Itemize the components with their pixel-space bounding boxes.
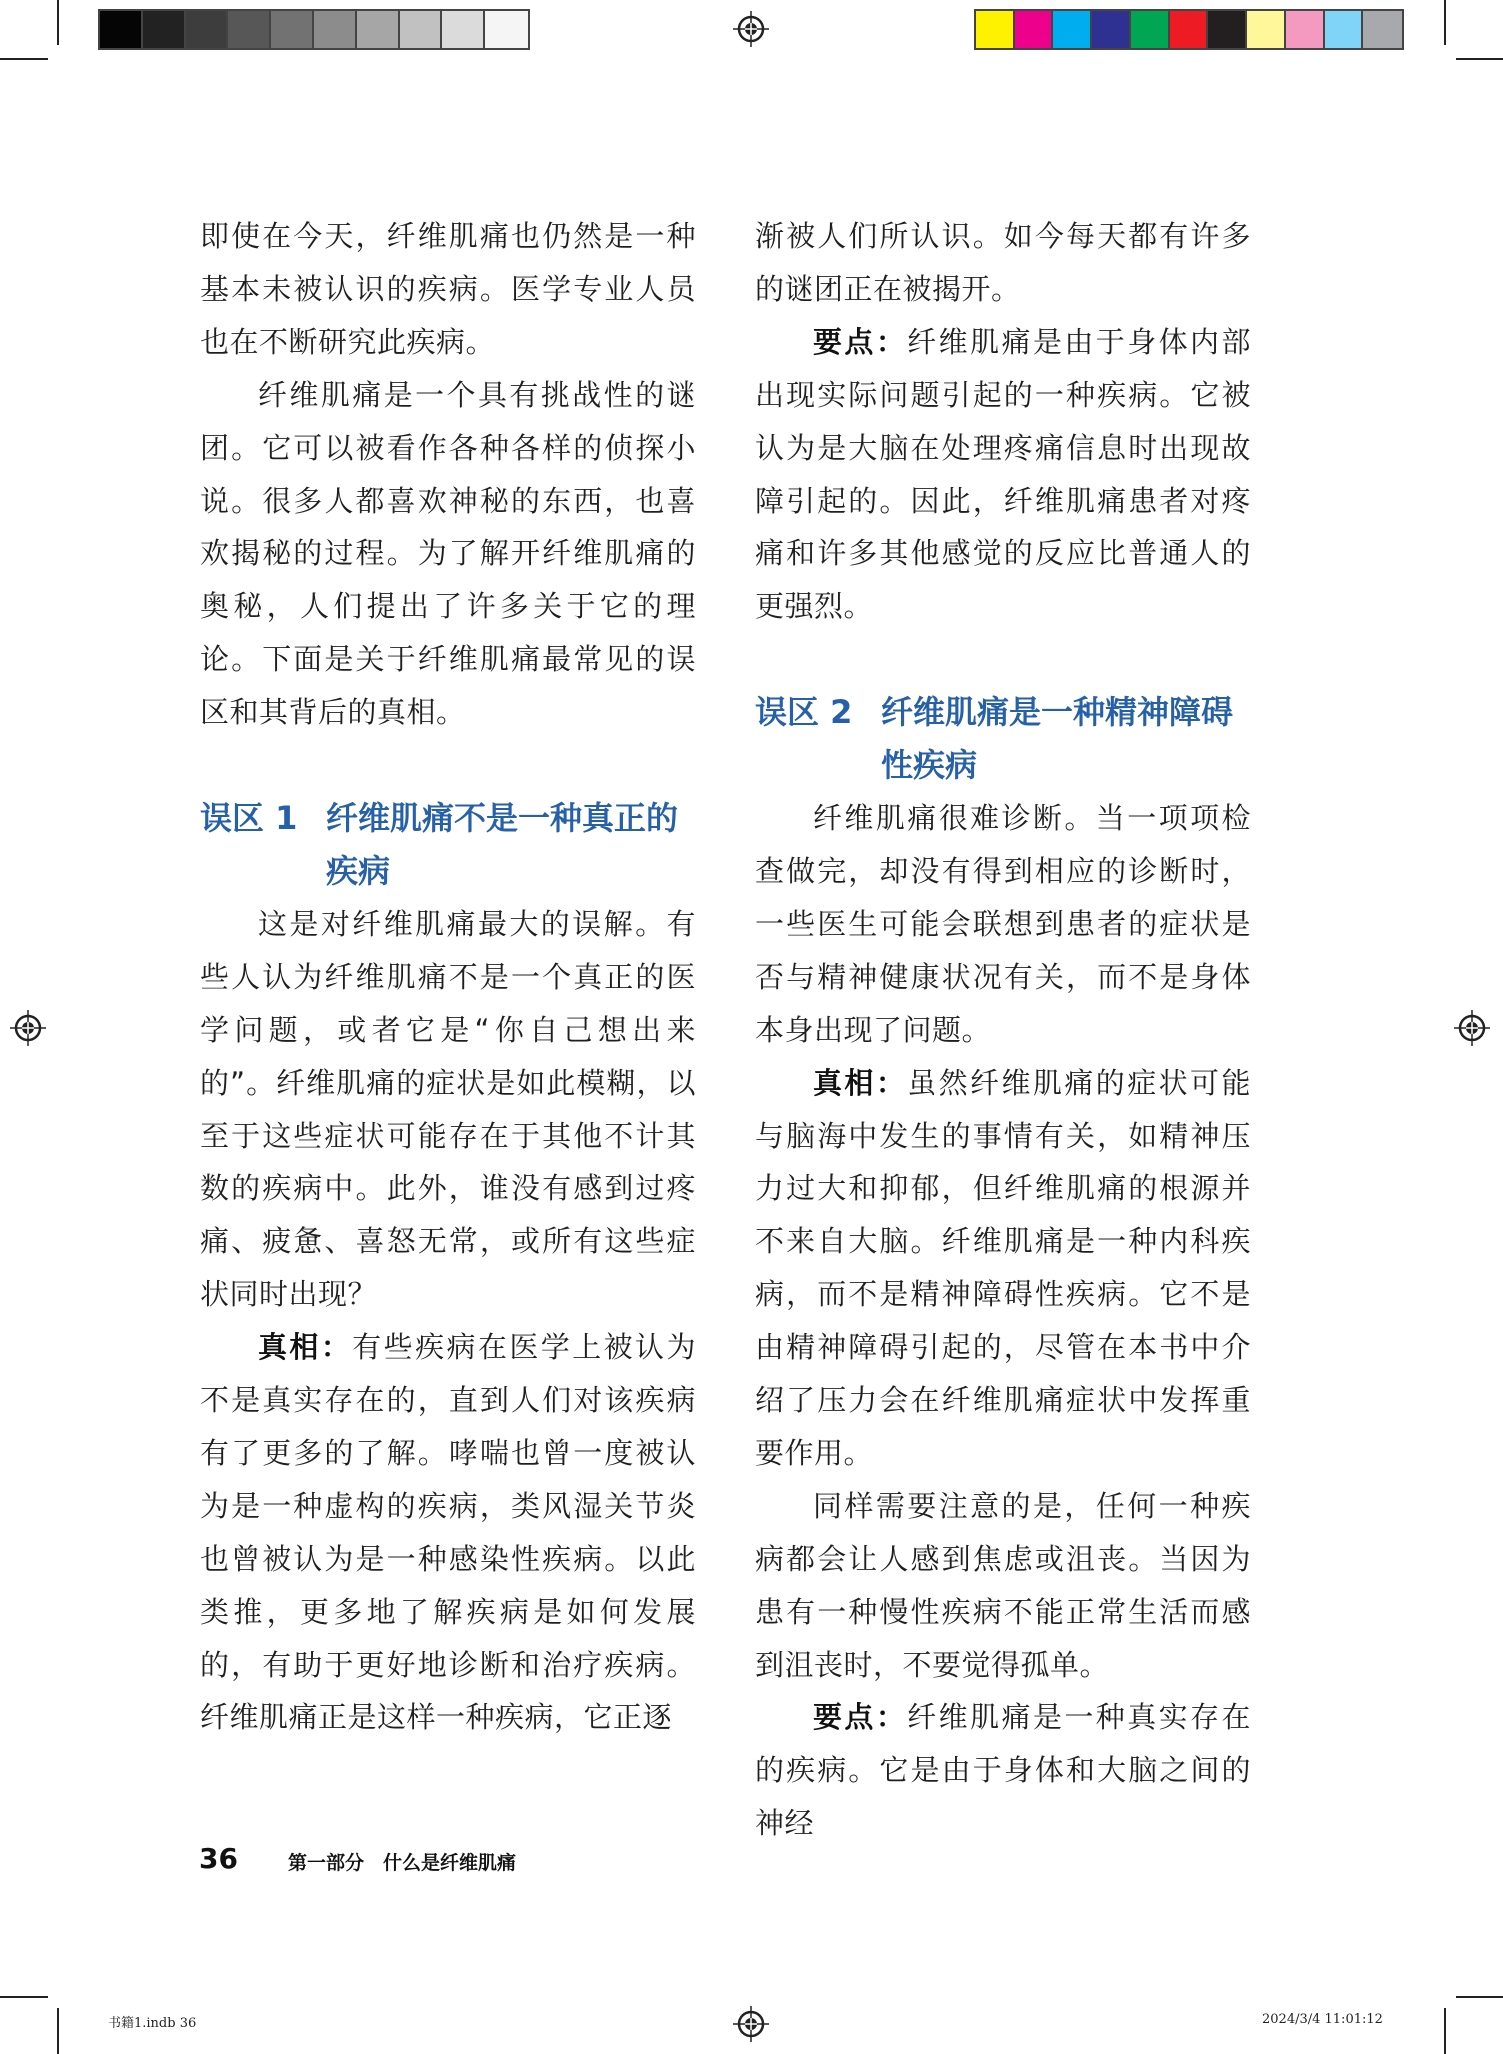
heading-title: 纤维肌痛不是一种真正的疾病	[326, 799, 679, 890]
color-swatch	[485, 11, 528, 48]
running-head: 第一部分 什么是纤维肌痛	[288, 1852, 517, 1874]
color-swatch	[1247, 11, 1286, 48]
paragraph-text: 有些疾病在医学上被认为不是真实存在的，直到人们对该疾病有了更多的了解。哮喘也曾一度被认为是一种虚构的疾病，类风湿关节炎也曾被认为是一种感染性疾病。以此类推，更多地了解疾病是如何发展的，有助于更好地诊断和治疗疾病。纤维肌痛正是这样一种疾病，它正逐	[200, 1330, 696, 1735]
paragraph	[755, 1691, 1251, 1850]
paragraph	[200, 1321, 696, 1744]
heading-number: 误区 1	[200, 799, 298, 838]
color-swatch	[1170, 11, 1209, 48]
gray-scale-bar	[98, 9, 530, 50]
color-swatch	[1015, 11, 1054, 48]
crop-mark	[1456, 58, 1503, 60]
paragraph-text: 纤维肌痛是一种真实存在的疾病。它是由于身体和大脑之间的神经	[755, 1700, 1251, 1841]
paragraph	[755, 1057, 1251, 1480]
color-swatch	[186, 11, 229, 48]
color-swatch	[357, 11, 400, 48]
keyword-label: 要点：	[813, 1700, 908, 1735]
color-swatch	[143, 11, 186, 48]
color-swatch	[1286, 11, 1325, 48]
keyword-label: 真相：	[813, 1065, 908, 1100]
left-text-column	[200, 210, 696, 1744]
color-swatch	[442, 11, 485, 48]
keyword-label: 真相：	[258, 1330, 353, 1365]
color-swatch	[228, 11, 271, 48]
color-swatch	[1053, 11, 1092, 48]
paragraph: 渐被人们所认识。如今每天都有许多的谜团正在被揭开。	[755, 219, 1251, 306]
crop-mark	[1444, 2008, 1446, 2054]
section-heading	[755, 686, 1251, 792]
color-control-bar	[974, 9, 1404, 50]
right-text-column	[755, 210, 1251, 1850]
crop-mark	[1456, 1996, 1503, 1998]
registration-mark-icon	[10, 1010, 46, 1046]
slug-filename: 书籍1.indb 36	[108, 2016, 197, 2031]
page-number: 36	[199, 1842, 238, 1875]
section-heading	[200, 792, 696, 898]
paragraph: 即使在今天，纤维肌痛也仍然是一种基本未被认识的疾病。医学专业人员也在不断研究此疾病。	[200, 219, 696, 359]
registration-mark-icon	[1454, 1010, 1490, 1046]
crop-mark	[0, 58, 48, 60]
slug-timestamp: 2024/3/4 11:01:12	[1262, 2012, 1383, 2027]
crop-mark	[1444, 0, 1446, 45]
color-swatch	[1208, 11, 1247, 48]
paragraph-text: 纤维肌痛是由于身体内部出现实际问题引起的一种疾病。它被认为是大脑在处理疼痛信息时出现故障引起的。因此，纤维肌痛患者对疼痛和许多其他感觉的反应比普通人的更强烈。	[755, 324, 1251, 624]
color-swatch	[1363, 11, 1402, 48]
paragraph: 纤维肌痛很难诊断。当一项项检查做完，却没有得到相应的诊断时，一些医生可能会联想到患者的症状是否与精神健康状况有关，而不是身体本身出现了问题。	[755, 801, 1251, 1047]
color-swatch	[314, 11, 357, 48]
registration-mark-icon	[733, 11, 769, 47]
color-swatch	[976, 11, 1015, 48]
registration-mark-icon	[733, 2006, 769, 2042]
crop-mark	[57, 2008, 59, 2054]
color-swatch	[1131, 11, 1170, 48]
keyword-label: 要点：	[813, 324, 908, 359]
crop-mark	[57, 0, 59, 45]
color-swatch	[271, 11, 314, 48]
paragraph: 同样需要注意的是，任何一种疾病都会让人感到焦虑或沮丧。当因为患有一种慢性疾病不能正常生活而感到沮丧时，不要觉得孤单。	[755, 1488, 1251, 1682]
paragraph: 纤维肌痛是一个具有挑战性的谜团。它可以被看作各种各样的侦探小说。很多人都喜欢神秘的东西，也喜欢揭秘的过程。为了解开纤维肌痛的奥秘，人们提出了许多关于它的理论。下面是关于纤维肌痛最常见的误区和其背后的真相。	[200, 377, 696, 730]
heading-number: 误区 2	[755, 693, 853, 732]
paragraph: 这是对纤维肌痛最大的误解。有些人认为纤维肌痛不是一个真正的医学问题，或者它是“你自己想出来的”。纤维肌痛的症状是如此模糊，以至于这些症状可能存在于其他不计其数的疾病中。此外，谁没有感到过疼痛、疲惫、喜怒无常，或所有这些症状同时出现？	[200, 906, 696, 1312]
paragraph	[755, 316, 1251, 633]
crop-mark	[0, 1996, 48, 1998]
color-swatch	[1325, 11, 1364, 48]
color-swatch	[1092, 11, 1131, 48]
heading-title: 纤维肌痛是一种精神障碍性疾病	[881, 693, 1234, 785]
color-swatch	[100, 11, 143, 48]
paragraph-text: 虽然纤维肌痛的症状可能与脑海中发生的事情有关，如精神压力过大和抑郁，但纤维肌痛的根源并不来自大脑。纤维肌痛是一种内科疾病，而不是精神障碍性疾病。它不是由精神障碍引起的，尽管在本书中介绍了压力会在纤维肌痛症状中发挥重要作用。	[755, 1065, 1251, 1470]
color-swatch	[400, 11, 443, 48]
